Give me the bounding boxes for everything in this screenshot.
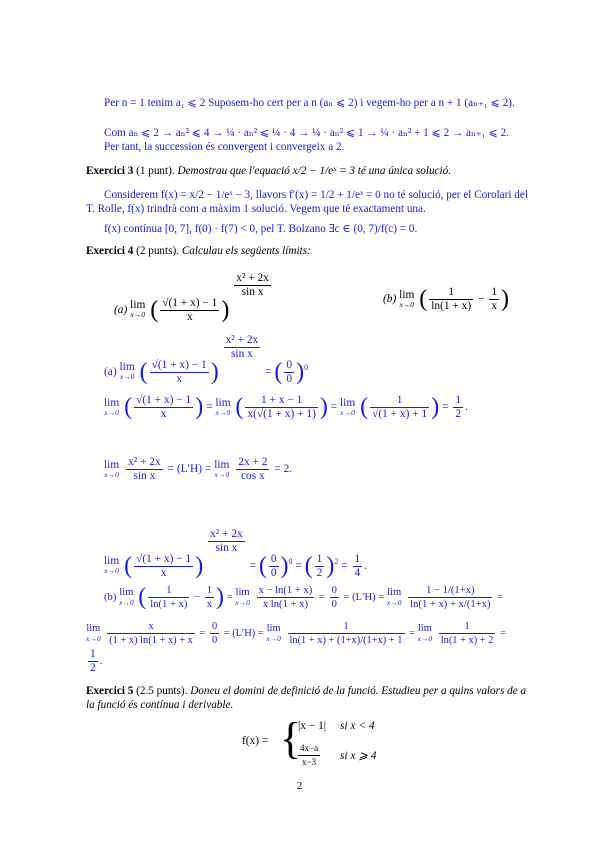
case-2-numerator: 4x−a: [298, 742, 320, 756]
lim-subscript: x→0: [399, 299, 415, 309]
fraction-denominator: 4: [354, 566, 361, 579]
lim-operator: lim: [235, 586, 250, 598]
solution-b-result: $\frac{1}{2}$ .: [90, 648, 103, 674]
exercise-3-header: [86, 164, 532, 178]
fraction-denominator: ln(1 + x) + 2: [440, 635, 494, 646]
fraction-denominator: ln(1 + x) + x/(1+x): [410, 599, 491, 610]
case-1-condition: si x < 4: [340, 720, 375, 732]
fraction-denominator: (1 + x) ln(1 + x) + x: [109, 635, 193, 646]
fraction-denominator: 0: [270, 566, 277, 579]
solution-a-line-1: (a) lim x→0 ( $\frac{√(1 + x) - 1}{x}$ ) $\frac{\text{x² + 2x}}{\text{sin x}}$ = ( $\frac{0}{0}$ )$^0$: [104, 334, 309, 385]
fraction-denominator: ln(1 + x) + (1+x)/(1+x) + 1: [289, 635, 403, 646]
fraction-denominator: x: [206, 599, 213, 610]
lim-operator: lim: [215, 396, 231, 409]
fraction-numerator: 0: [286, 358, 293, 371]
exercise-3-points: (1 punt).: [136, 165, 175, 177]
fraction-denominator: x: [160, 566, 167, 579]
case-2-expression: [298, 742, 320, 769]
fraction-denominator: x: [176, 372, 183, 385]
lim-subscript: x→0: [119, 597, 134, 607]
function-label: f(x) =: [242, 735, 269, 747]
lim-subscript: x→0: [104, 407, 119, 417]
fraction-numerator: 0: [211, 621, 218, 632]
zero-exponent: 0: [288, 557, 293, 567]
exercise-3-title: Exercici 3: [86, 165, 134, 177]
part-b-label: (b): [104, 591, 117, 603]
fraction-denominator: x: [491, 300, 498, 312]
induction-line-3: Per tant, la succession és convergent i convergeix a 2.: [104, 141, 345, 153]
fraction-denominator: x: [186, 310, 193, 323]
fraction-denominator: cos x: [241, 470, 265, 482]
brace-icon: {: [280, 714, 302, 763]
case-1-expression: |x − 1|: [298, 720, 327, 732]
fraction-numerator: x² + 2x: [128, 456, 161, 468]
exercise-3-answer-1: Considerem f(x) = x/2 − 1/eˣ − 3, llavors f′(x) = 1/2 + 1/eˣ = 0 no té solució, per el Corolari del T. Rolle, f(x) trindrà com a màxim 1 solució. Vegem que té exactament una.: [86, 189, 528, 215]
solution-a-final: lim x→0 ( $\frac{√(1 + x) - 1}{x}$ ) $\frac{\text{x² + 2x}}{\text{sin x}}$ = ( $\frac{0}{0}$ )$^0$ = ( $\frac{1}{2}$ )$^2$ = $\frac{1}{4}$ .: [104, 528, 368, 579]
fraction-numerator: 1: [288, 620, 405, 634]
exercise-4-points: (2 punts).: [136, 245, 180, 257]
lhopital-label: (L′H): [232, 627, 256, 639]
fraction-denominator: 2: [90, 662, 96, 674]
lim-operator: lim: [266, 622, 281, 634]
fraction-denominator: 0: [286, 372, 293, 385]
exercise-5-statement: Doneu el domini de definició de la funció. Estudieu per a quins valors de a la funció és contínua i derivable.: [86, 685, 527, 711]
lim-operator: lim: [104, 396, 120, 409]
fraction-numerator: 1: [455, 394, 462, 406]
case-2-condition: si x ⩾ 4: [340, 750, 377, 762]
exercise-3-answer-2: f(x) contínua [0, 7], f(0) · f(7) < 0, pel T. Bolzano ∃c ∈ (0, 7)/f(c) = 0.: [104, 223, 418, 235]
power-exponent: 2: [334, 557, 339, 567]
fraction-numerator: 0: [331, 585, 337, 596]
limit-b-statement: (b) lim x→0 ( $\frac{1}{\ln(1 + x)}$ − $\frac{1}{x}$ ): [383, 286, 510, 312]
exercise-4-header: [86, 244, 532, 258]
lim-operator: lim: [130, 299, 146, 312]
exponent-denominator: sin x: [241, 286, 264, 298]
exercise-3-statement: Demostrau que l'equació x/2 − 1/eˣ = 3 té una única solució.: [177, 165, 452, 177]
fraction-numerator: 1: [429, 286, 473, 300]
fraction-denominator: sin x: [133, 470, 156, 482]
lim-subscript: x→0: [386, 597, 402, 607]
solution-b-line-2: lim x→0 $\frac{x}{(1 + x) \ln(1 + x) + x}$ = $\frac{0}{0}$ = (L′H) = lim x→0 $\frac{1}{\ln(1 + x) + (1+x)/(1+x) + 1}$ = lim x→0 $\frac{1}{\ln(1 + x) + 2}$ =: [86, 621, 506, 646]
exercise-5-points: (2.5 punts).: [136, 685, 188, 697]
part-a-label: (a): [114, 304, 128, 316]
exponent-numerator: x² + 2x: [225, 334, 259, 346]
induction-line-2: Com aₙ ⩽ 2 → aₙ² ⩽ 4 → ¼ · aₙ² ⩽ ¼ · 4 → ¼ · aₙ² ⩽ 1 → ¼ · aₙ² + 1 ⩽ 2 → aₙ₊₁ ⩽ 2.: [104, 127, 510, 139]
fraction-numerator: x: [107, 620, 195, 634]
fraction-denominator: 0: [331, 599, 337, 610]
lim-subscript: x→0: [266, 633, 281, 643]
fraction-denominator: x: [160, 408, 167, 420]
fraction-numerator: 1: [148, 584, 189, 598]
page-number: 2: [296, 780, 303, 792]
fraction-numerator: 1: [206, 585, 213, 596]
exponent-result: 2.: [283, 463, 293, 476]
lim-operator: lim: [417, 622, 432, 634]
fraction-numerator: 1: [90, 648, 96, 660]
lim-operator: lim: [119, 586, 134, 598]
lim-operator: lim: [104, 458, 120, 471]
fraction-numerator: 1: [354, 552, 361, 565]
lim-operator: lim: [86, 622, 101, 634]
lim-subscript: x→0: [215, 407, 231, 417]
lim-operator: lim: [214, 458, 230, 471]
fraction-denominator: ln(1 + x): [431, 300, 472, 312]
case-2-denominator: x−3: [302, 757, 317, 767]
lim-operator: lim: [104, 555, 120, 568]
fraction-denominator: x(√(1 + x) + 1): [247, 408, 316, 420]
fraction-numerator: 1 − 1/(1+x): [408, 584, 492, 598]
fraction-numerator: x − ln(1 + x): [258, 585, 313, 596]
fraction-denominator: x ln(1 + x): [262, 599, 308, 610]
solution-a-line-2: lim x→0 ( $\frac{√(1 + x) - 1}{x}$ ) = lim x→0 ( $\frac{1 + x - 1}{x(√(1 + x) + 1)}$ ) = lim x→0 ( $\frac{1}{√(1 + x) + 1}$ ) = $\frac{1}{2}$ .: [104, 394, 468, 420]
fraction-numerator: 2x + 2: [238, 456, 268, 468]
exercise-5-title: Exercici 5: [86, 685, 134, 697]
fraction-denominator: √(1 + x) + 1: [372, 408, 428, 420]
lim-subscript: x→0: [340, 407, 355, 417]
solution-b-line-1: (b) lim x→0 ( $\frac{1}{\ln(1 + x)}$ − $\frac{1}{x}$ ) = lim x→0 $\frac{x - \ln(1 + x)}{\text{x ln(1 + x)}}$ = $\frac{0}{0}$ = (L′H) = lim x→0 $\frac{1 - 1/(1+x)}{\ln(1 + x) + x/(1+x)}$ =: [104, 584, 504, 610]
lhopital-label: (L′H): [176, 463, 203, 476]
fraction-denominator: 0: [211, 635, 218, 646]
lim-subscript: x→0: [417, 633, 433, 643]
part-b-label: (b): [383, 293, 397, 306]
lim-subscript: x→0: [104, 469, 119, 479]
lhopital-label: (L′H): [352, 591, 376, 603]
fraction-numerator: 1: [316, 552, 323, 565]
induction-line-1: Per n = 1 tenim a₁ ⩽ 2 Suposem-ho cert per a n (aₙ ⩽ 2) i vegem-ho per a n + 1 (aₙ₊₁ ⩽ 2).: [104, 97, 515, 109]
fraction-denominator: 2: [455, 408, 462, 420]
lim-operator: lim: [340, 396, 356, 409]
fraction-numerator: 1: [370, 394, 429, 408]
fraction-numerator: √(1 + x) − 1: [136, 552, 192, 565]
exponent-denominator: sin x: [231, 348, 253, 360]
limit-a-statement: (a) lim x→0 ( $\frac{√(1 + x) - 1}{x}$ ) $\frac{\text{x² + 2x}}{\text{sin x}}$: [114, 272, 269, 323]
exponent-numerator: x² + 2x: [210, 528, 243, 540]
lim-operator: lim: [119, 361, 135, 374]
fraction-denominator: 2: [316, 566, 323, 579]
zero-exponent: 0: [304, 363, 309, 373]
fraction-numerator: √(1 + x) − 1: [162, 296, 218, 309]
part-a-label: (a): [104, 366, 117, 378]
exercise-4-title: Exercici 4: [86, 245, 134, 257]
lim-subscript: x→0: [214, 469, 230, 479]
exponent-denominator: sin x: [215, 542, 238, 554]
lim-subscript: x→0: [86, 633, 101, 643]
fraction-numerator: 1: [491, 286, 498, 298]
solution-a-exponent-limit: lim x→0 $\frac{\text{x² + 2x}}{\text{sin x}}$ = (L′H) = lim x→0 $\frac{2x + 2}{\text{cos x}}$ = 2.: [104, 456, 293, 482]
fraction-numerator: 0: [270, 552, 277, 565]
lim-subscript: x→0: [235, 597, 250, 607]
fraction-numerator: √(1 + x) − 1: [136, 394, 192, 406]
lim-subscript: x→0: [119, 372, 135, 382]
lim-subscript: x→0: [130, 310, 146, 320]
fraction-numerator: √(1 + x) − 1: [151, 358, 207, 371]
lim-operator: lim: [387, 586, 402, 598]
fraction-numerator: 1: [439, 620, 496, 634]
lim-operator: lim: [399, 288, 415, 301]
lim-subscript: x→0: [104, 566, 119, 576]
exercise-4-statement: Calculau els següents límits:: [181, 245, 311, 257]
fraction-numerator: 1 + x − 1: [245, 394, 317, 408]
exercise-5-header: [86, 684, 532, 712]
fraction-denominator: ln(1 + x): [150, 599, 188, 610]
exponent-numerator: x² + 2x: [236, 272, 269, 284]
